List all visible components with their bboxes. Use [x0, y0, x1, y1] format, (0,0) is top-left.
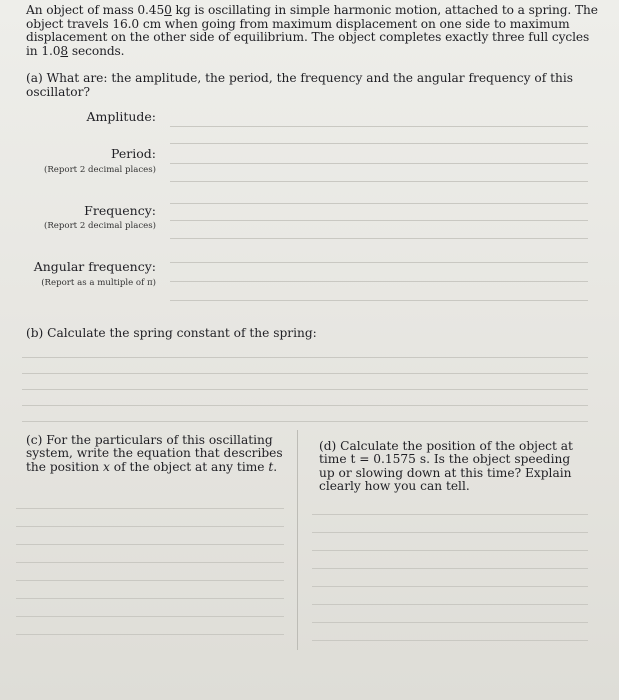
question-c-answer-line-3[interactable] [16, 544, 284, 545]
angular-frequency-answer-line-3[interactable] [170, 300, 588, 301]
question-c-answer-line-6[interactable] [16, 598, 284, 599]
column-divider [297, 430, 298, 650]
question-b-answer-line-5[interactable] [22, 421, 588, 422]
period-answer-line[interactable] [170, 163, 588, 164]
question-d-answer-line[interactable] [312, 514, 588, 515]
amplitude-answer-line[interactable] [170, 126, 588, 127]
frequency-note: (Report 2 decimal places) [43, 221, 156, 231]
problem-statement: An object of mass 0.450 kg is oscillating in simple harmonic motion, attached to a spring. The object travels 16.0 cm when going from maximum displacement on one side to maximum displacement on the other side of equilibrium. The object completes exactly three full cycles in 1.08 seconds. [26, 3, 598, 58]
period-label: Period: [111, 146, 156, 161]
question-d-answer-line-6[interactable] [312, 604, 588, 605]
question-b-answer-line[interactable] [22, 357, 588, 358]
period-answer-line-2[interactable] [170, 181, 588, 182]
angular-frequency-answer-line[interactable] [170, 262, 588, 263]
question-c-answer-line-7[interactable] [16, 616, 284, 617]
question-d-answer-line-2[interactable] [312, 532, 588, 533]
question-d-answer-line-4[interactable] [312, 568, 588, 569]
question-c-answer-line-4[interactable] [16, 562, 284, 563]
question-d-answer-line-8[interactable] [312, 640, 588, 641]
question-c-answer-line-5[interactable] [16, 580, 284, 581]
question-d-answer-line-3[interactable] [312, 550, 588, 551]
angular-frequency-note: (Report as a multiple of π) [41, 278, 156, 288]
question-d-answer-line-5[interactable] [312, 586, 588, 587]
frequency-label: Frequency: [84, 203, 156, 218]
question-a-text: (a) What are: the amplitude, the period, the frequency and the angular frequency of this oscillator? [26, 71, 573, 99]
question-d-text: (d) Calculate the position of the object at time t = 0.1575 s. Is the object speeding up or slowing down at this time? Explain clearly how you can tell. [319, 439, 573, 494]
question-b-answer-line-2[interactable] [22, 373, 588, 374]
question-b-answer-line-3[interactable] [22, 389, 588, 390]
frequency-answer-line-3[interactable] [170, 238, 588, 239]
amplitude-answer-line-2[interactable] [170, 143, 588, 144]
angular-frequency-label: Angular frequency: [33, 259, 156, 274]
frequency-answer-line[interactable] [170, 203, 588, 204]
question-d-answer-line-7[interactable] [312, 622, 588, 623]
question-c-answer-line-2[interactable] [16, 526, 284, 527]
question-c-answer-line[interactable] [16, 508, 284, 509]
angular-frequency-answer-line-2[interactable] [170, 281, 588, 282]
question-c-answer-line-8[interactable] [16, 634, 284, 635]
question-b-text: (b) Calculate the spring constant of the spring: [26, 326, 317, 340]
period-note: (Report 2 decimal places) [43, 165, 156, 175]
amplitude-label: Amplitude: [86, 109, 156, 124]
frequency-answer-line-2[interactable] [170, 220, 588, 221]
question-c-text: (c) For the particulars of this oscillating system, write the equation that describes the position x of the object at any time t. [26, 433, 283, 474]
question-b-answer-line-4[interactable] [22, 405, 588, 406]
